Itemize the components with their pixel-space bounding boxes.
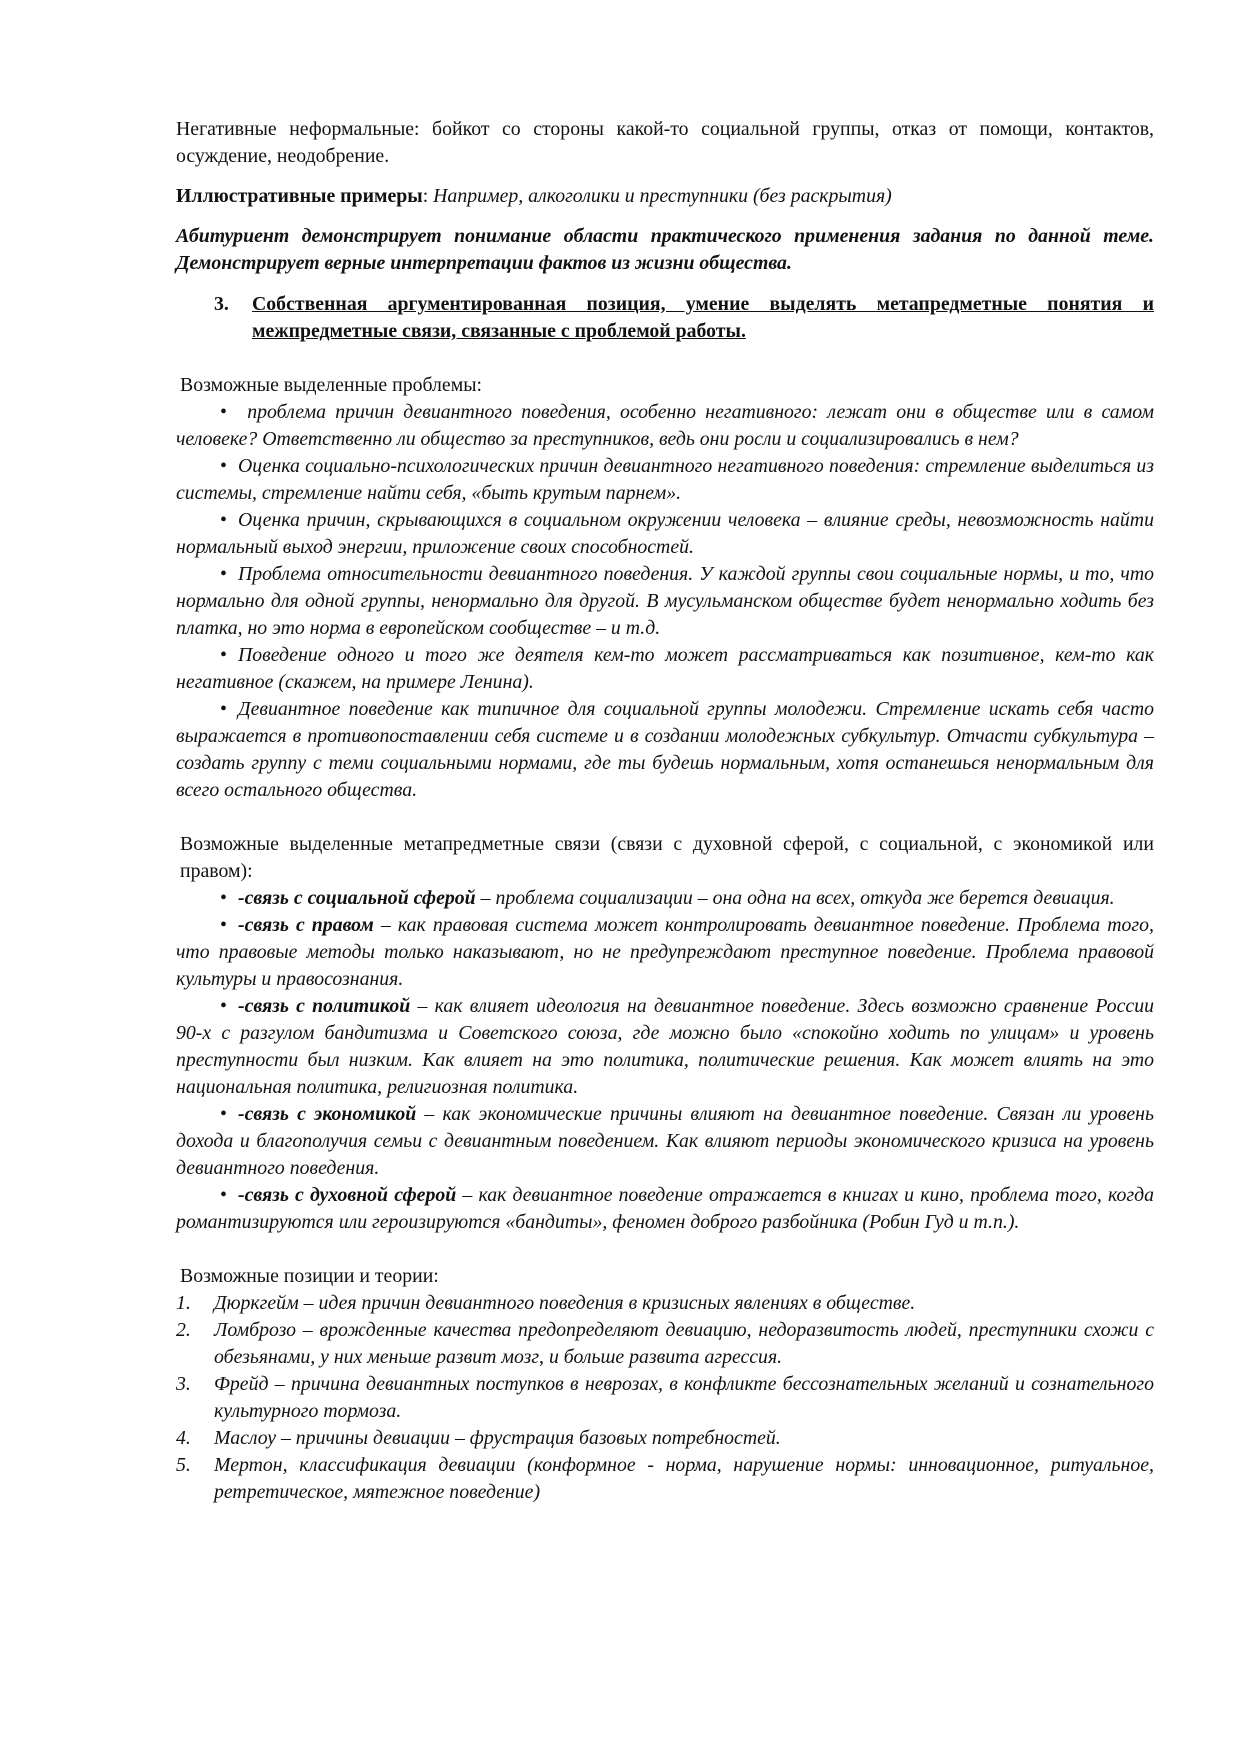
bullet-icon: • <box>220 887 227 909</box>
theories-heading: Возможные позиции и теории: <box>180 1265 439 1287</box>
problems-list <box>176 399 1154 804</box>
list-item: • -связь с правом – как правовая система может контролировать девиантное поведение. Проблема того, что правовые методы только наказывают, но не предупреждают преступное поведение. Проблема правовой культуры и правосознания. <box>176 914 1154 990</box>
list-item: • Оценка причин, скрывающихся в социальном окружении человека – влияние среды, невозможность найти нормальный выход энергии, приложение своих способностей. <box>176 509 1154 558</box>
section-3-heading <box>176 291 1154 345</box>
list-item: 3. Фрейд – причина девиантных поступков в неврозах, в конфликте бессознательных желаний и сознательного культурного тормоза. <box>176 1373 1154 1422</box>
section-title: Собственная аргументированная позиция, умение выделять метапредметные понятия и межпредметные связи, связанные с проблемой работы. <box>252 293 1154 342</box>
bullet-icon: • <box>220 1103 227 1125</box>
link-label: -связь с правом <box>238 914 374 936</box>
problems-heading: Возможные выделенные проблемы: <box>180 374 483 396</box>
document-page <box>176 116 1154 1506</box>
list-item: • Проблема относительности девиантного поведения. У каждой группы свои социальные нормы, и то, что нормально для одной группы, ненормально для другой. В мусульманском обществе будет ненормально ходить без платка, но это норма в европейском сообществе – и т.д. <box>176 563 1154 639</box>
link-label: -связь с духовной сферой <box>238 1184 457 1206</box>
link-label: -связь с политикой <box>238 995 411 1017</box>
list-item: • Оценка социально-психологических причин девиантного негативного поведения: стремление выделиться из системы, стремление найти себя, «быть крутым парнем». <box>176 455 1154 504</box>
links-list <box>176 885 1154 1236</box>
bullet-icon: • <box>220 914 227 936</box>
list-item: • -связь с социальной сферой – проблема социализации – она одна на всех, откуда же берется девиация. <box>176 885 1154 912</box>
bullet-icon: • <box>220 455 227 477</box>
negative-informal-paragraph: Негативные неформальные: бойкот со стороны какой-то социальной группы, отказ от помощи, контактов, осуждение, неодобрение. <box>176 118 1154 167</box>
bullet-icon: • <box>220 644 227 666</box>
link-label: -связь с экономикой <box>238 1103 417 1125</box>
illustrative-separator: : <box>422 185 434 207</box>
bullet-icon: • <box>220 509 227 531</box>
illustrative-examples-text: Например, алкоголики и преступники (без раскрытия) <box>433 185 892 207</box>
list-item: 5. Мертон, классификация девиации (конформное - норма, нарушение нормы: инновационное, ритуальное, ретретическое, мятежное поведение) <box>176 1454 1154 1503</box>
applicant-statement: Абитуриент демонстрирует понимание области практического применения задания по данной теме. Демонстрирует верные интерпретации фактов из жизни общества. <box>176 225 1154 274</box>
list-item: • -связь с духовной сферой – как девиантное поведение отражается в книгах и кино, проблема того, когда романтизируются или героизируются «бандиты», феномен доброго разбойника (Робин Гуд и т.п.). <box>176 1184 1154 1233</box>
bullet-icon: • <box>220 698 227 720</box>
bullet-icon: • <box>220 401 227 423</box>
illustrative-examples-paragraph <box>176 183 1154 210</box>
list-item: • -связь с политикой – как влияет идеология на девиантное поведение. Здесь возможно сравнение России 90-х с разгулом бандитизма и Советского союза, где можно было «спокойно ходить по улицам» и уровень преступности был низким. Как влияет на это политика, политические решения. Как может влиять на это национальная политика, религиозная политика. <box>176 995 1154 1098</box>
list-item: 1. Дюркгейм – идея причин девиантного поведения в кризисных явлениях в обществе. <box>176 1292 916 1314</box>
list-item: 2. Ломброзо – врожденные качества предопределяют девиацию, недоразвитость людей, преступники схожи с обезьянами, у них меньше развит мозг, и больше развита агрессия. <box>176 1319 1154 1368</box>
bullet-icon: • <box>220 1184 227 1206</box>
list-item: 4. Маслоу – причины девиации – фрустрация базовых потребностей. <box>176 1427 781 1449</box>
list-item: • Девиантное поведение как типичное для социальной группы молодежи. Стремление искать себя часто выражается в противопоставлении себя системе и в создании молодежных субкультур. Отчасти субкультура – создать группу с теми социальными нормами, где ты будешь нормальным, хотя останешься ненормальным для всего остального общества. <box>176 698 1154 801</box>
list-item: • Поведение одного и того же деятеля кем-то может рассматриваться как позитивное, кем-то как негативное (скажем, на примере Ленина). <box>176 644 1154 693</box>
links-heading: Возможные выделенные метапредметные связи (связи с духовной сферой, с социальной, с экономикой или правом): <box>180 833 1154 882</box>
theories-list <box>176 1290 1154 1506</box>
list-item: • проблема причин девиантного поведения, особенно негативного: лежат они в обществе или в самом человеке? Ответственно ли общество за преступников, ведь они росли и социализировались в нем? <box>176 401 1154 450</box>
link-label: -связь с социальной сферой <box>238 887 476 909</box>
illustrative-examples-label: Иллюстративные примеры <box>176 185 423 207</box>
bullet-icon: • <box>220 563 227 585</box>
section-number: 3. <box>214 293 229 315</box>
bullet-icon: • <box>220 995 227 1017</box>
list-item: • -связь с экономикой – как экономические причины влияют на девиантное поведение. Связан ли уровень дохода и благополучия семьи с девиантным поведением. Как влияют периоды экономического кризиса на уровень девиантного поведения. <box>176 1103 1154 1179</box>
